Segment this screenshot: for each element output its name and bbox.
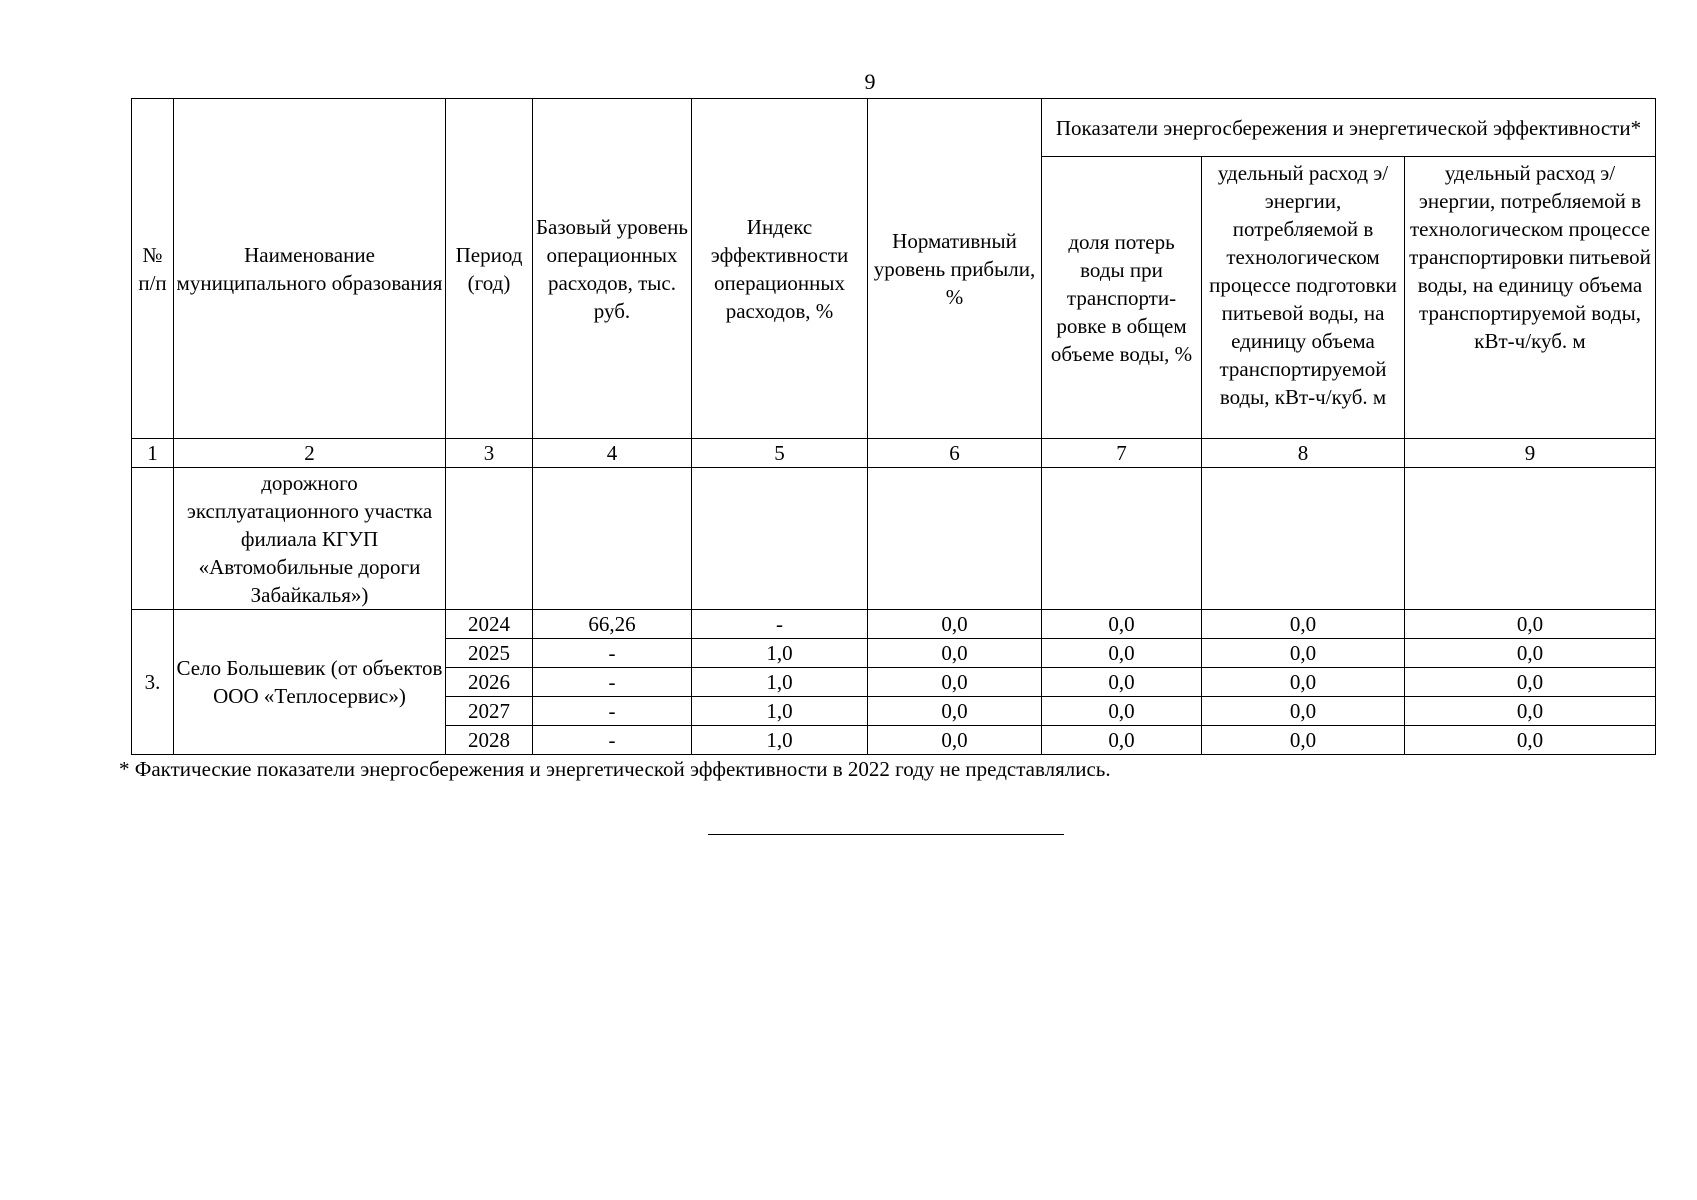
- column-number: 8: [1202, 439, 1405, 468]
- cell-loss: 0,0: [1042, 726, 1202, 755]
- column-number: 4: [533, 439, 692, 468]
- header-water-loss: доля потерь воды при транспорти-ровке в общем объеме воды, %: [1042, 157, 1202, 439]
- cell-year: 2025: [446, 639, 533, 668]
- column-number: 2: [174, 439, 446, 468]
- cell-transport: 0,0: [1405, 610, 1656, 639]
- header-period: Период (год): [446, 99, 533, 439]
- header-energy-transport: удельный расход э/энергии, потребляемой в технологическом процессе транспортировки питьевой воды, на единицу объема транспортируемой воды, кВт-ч/куб. м: [1405, 157, 1656, 439]
- header-efficiency-index: Индекс эффективности операционных расходов, %: [692, 99, 868, 439]
- column-number: 5: [692, 439, 868, 468]
- cell-prep: 0,0: [1202, 726, 1405, 755]
- closing-line: [708, 834, 1064, 835]
- cell-prep: 0,0: [1202, 610, 1405, 639]
- cell-loss: 0,0: [1042, 610, 1202, 639]
- cell-base: 66,26: [533, 610, 692, 639]
- cell-transport: 0,0: [1405, 726, 1656, 755]
- cell-profit: 0,0: [868, 610, 1042, 639]
- cell-profit: 0,0: [868, 726, 1042, 755]
- cell-loss: 0,0: [1042, 668, 1202, 697]
- footnote: * Фактические показатели энергосбережения и энергетической эффективности в 2022 году не представлялись.: [119, 757, 1111, 781]
- cell-prep: 0,0: [1202, 668, 1405, 697]
- continuation-name: дорожного эксплуатационного участка филиала КГУП «Автомобильные дороги Забайкалья»): [174, 468, 446, 610]
- header-base-level: Базовый уровень операционных расходов, тыс. руб.: [533, 99, 692, 439]
- cell-base: -: [533, 639, 692, 668]
- cell-year: 2027: [446, 697, 533, 726]
- header-energy-group: Показатели энергосбережения и энергетической эффективности*: [1042, 99, 1656, 157]
- header-num: № п/п: [132, 99, 174, 439]
- column-number: 7: [1042, 439, 1202, 468]
- cell-index: -: [692, 610, 868, 639]
- cell-profit: 0,0: [868, 639, 1042, 668]
- cell-transport: 0,0: [1405, 639, 1656, 668]
- header-energy-preparation: удельный расход э/энергии, потребляемой в технологическом процессе подготовки питьевой воды, на единицу объема транспортируемой воды, кВт-ч/куб. м: [1202, 157, 1405, 439]
- cell-profit: 0,0: [868, 668, 1042, 697]
- column-number: 3: [446, 439, 533, 468]
- cell-prep: 0,0: [1202, 697, 1405, 726]
- cell-prep: 0,0: [1202, 639, 1405, 668]
- cell-transport: 0,0: [1405, 697, 1656, 726]
- cell-base: -: [533, 726, 692, 755]
- entry-name: Село Большевик (от объектов ООО «Теплосервис»): [174, 610, 446, 755]
- continuation-row: [132, 468, 1656, 610]
- cell-base: -: [533, 668, 692, 697]
- cell-index: 1,0: [692, 697, 868, 726]
- cell-index: 1,0: [692, 639, 868, 668]
- cell-index: 1,0: [692, 726, 868, 755]
- cell-year: 2028: [446, 726, 533, 755]
- column-number-row: [132, 439, 1656, 468]
- cell-base: -: [533, 697, 692, 726]
- cell-index: 1,0: [692, 668, 868, 697]
- column-number: 9: [1405, 439, 1656, 468]
- header-profit-level: Нормативный уровень прибыли, %: [868, 99, 1042, 439]
- cell-transport: 0,0: [1405, 668, 1656, 697]
- table-row: [132, 610, 1656, 639]
- column-number: 6: [868, 439, 1042, 468]
- tariff-table: [131, 98, 1656, 755]
- page-number: 9: [864, 69, 876, 94]
- cell-loss: 0,0: [1042, 639, 1202, 668]
- cell-loss: 0,0: [1042, 697, 1202, 726]
- cell-year: 2024: [446, 610, 533, 639]
- cell-year: 2026: [446, 668, 533, 697]
- cell-profit: 0,0: [868, 697, 1042, 726]
- header-name: Наименование муниципального образования: [174, 99, 446, 439]
- entry-number: 3.: [132, 610, 174, 755]
- column-number: 1: [132, 439, 174, 468]
